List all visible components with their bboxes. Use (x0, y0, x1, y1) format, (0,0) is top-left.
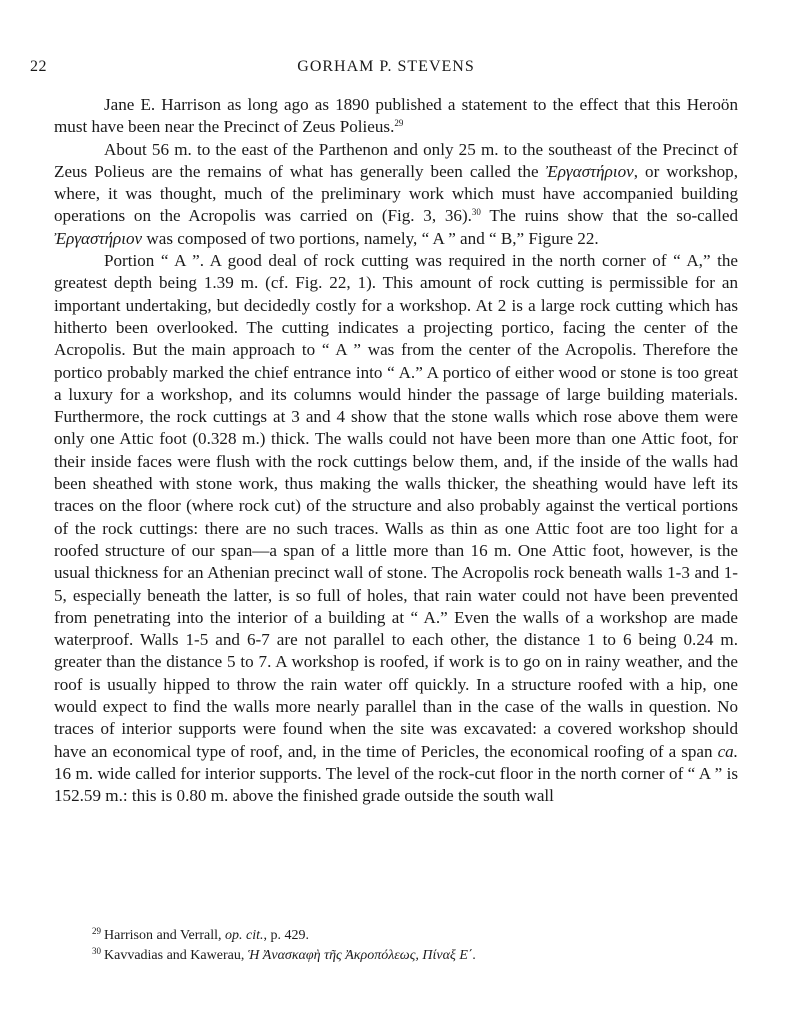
running-title: GORHAM P. STEVENS (297, 58, 475, 75)
footnote-text: Harrison and Verrall, (104, 928, 226, 943)
paragraph-3-text-end: 16 m. wide called for interior supports. The level of the rock-cut floor in the north corner of “ A ” is 152.59 m.: this is 0.80 m. above the finished grade outside the south wall (54, 763, 738, 806)
running-header (30, 58, 742, 80)
greek-term-ergasterion: Ἐργαστήριον (545, 161, 634, 181)
footnote-text: Kavvadias and Kawerau, (104, 948, 248, 963)
latin-abbrev-ca: ca. (717, 741, 738, 761)
footnote-number: 29 (92, 926, 101, 936)
greek-term-ergasterion-2: Ἐργαστήριον (54, 228, 143, 248)
footnotes (92, 926, 742, 966)
footnote-italic: op. cit. (225, 928, 264, 943)
footnote-italic-greek-title: Ἡ Ἀνασκαφὴ τῆς Ἀκροπόλεως, Πίναξ Ε΄. (247, 948, 477, 963)
paragraph-2 (54, 139, 738, 250)
paragraph-2-text-c: The ruins show that the so-called (480, 206, 738, 226)
paragraph-2-text-b: , or workshop, where, it was thought, much of the preliminary work which must have accompanied building operations on the Acropolis was carried on (Fig. 3, 36). (54, 161, 738, 226)
paragraph-2-text-a: About 56 m. to the east of the Parthenon and only 25 m. to the southeast of the Precinct of Zeus Polieus are the remains of what has generally been called the (54, 139, 738, 181)
footnote-30 (92, 946, 742, 966)
paragraph-1 (54, 94, 738, 139)
paragraph-3-text: Portion “ A ”. A good deal of rock cutting was required in the north corner of “ A,” the greatest depth being 1.39 m. (cf. Fig. 22, 1). This amount of rock cutting is permissible for an important undertaking, but decidedly costly for a workshop. At 2 is a large rock cutting which has hitherto been overlooked. The cutting indicates a projecting portico, facing the center of the Acropolis. But the main approach to “ A ” was from the center of the Acropolis. Therefore the portico probably marked the chief entrance into “ A.” A portico of either wood or stone is too great a luxury for a workshop, and its columns would hinder the passage of large building materials. Furthermore, the rock cuttings at 3 and 4 show that the stone walls which rose above them were only one Attic foot (0.328 m.) thick. The walls could not have been more than one Attic foot, for their inside faces were flush with the rock cuttings below them, and, if the inside of the walls had been sheathed with stone work, thus making the walls thicker, the sheathing would have left its traces on the floor (where rock cut) of the structure and also probably against the vertical portions of the rock cuttings: there are no such traces. Walls as thin as one Attic foot are too light for a roofed structure of our span—a span of a little more than 16 m. One Attic foot, however, is the usual thickness for an Athenian precinct wall of stone. The Acropolis rock beneath walls 1-3 and 1-5, especially beneath the latter, is so full of holes, that rain water could not have been prevented from penetrating into the interior of a building at “ A.” Even the walls of a workshop are made waterproof. Walls 1-5 and 6-7 are not parallel to each other, the distance 1 to 6 being 0.24 m. greater than the distance 5 to 7. A workshop is roofed, if work is to go on in rainy weather, and the roof is usually hipped to throw the rain water off quickly. In a structure roofed with a hip, one would expect to find the walls more nearly parallel than in the case of the walls in question. No traces of interior supports were found when the site was excavated: a covered workshop should have an economical type of roof, and, in the time of Pericles, the economical roofing of a span (54, 251, 738, 761)
footnote-number: 30 (92, 946, 101, 956)
footnote-29 (92, 926, 742, 946)
body-text (54, 94, 738, 808)
page-number: 22 (30, 58, 47, 75)
paragraph-3 (54, 250, 738, 807)
paragraph-1-text: Jane E. Harrison as long ago as 1890 published a statement to the effect that this Heroön must have been near the Precinct of Zeus Polieus. (54, 95, 738, 137)
footnote-ref-29[interactable]: 29 (394, 118, 404, 129)
footnote-ref-30[interactable]: 30 (471, 207, 481, 218)
footnote-text-end: , p. 429. (263, 928, 310, 943)
paragraph-2-text-d: was composed of two portions, namely, “ A ” and “ B,” Figure 22. (142, 228, 599, 248)
